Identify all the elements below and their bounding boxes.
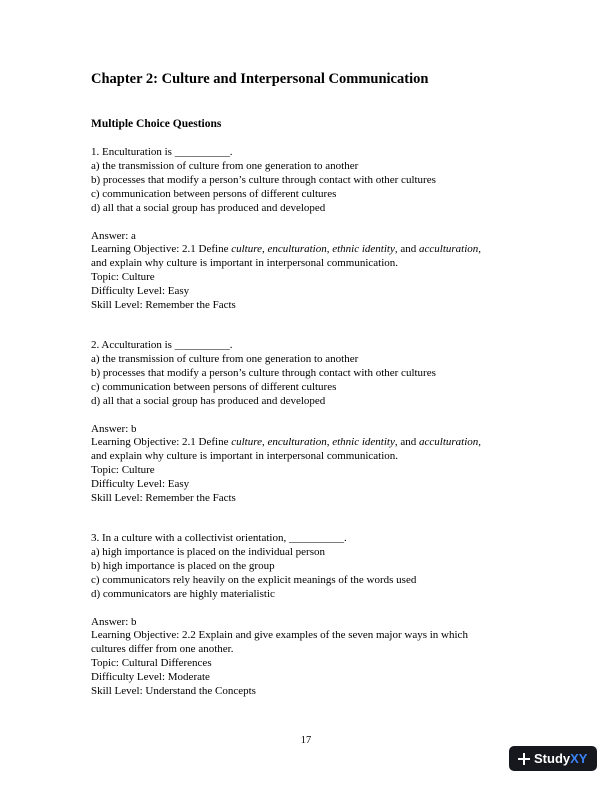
answer-option: c) communication between persons of different cultures xyxy=(91,187,337,200)
badge-brand: Study xyxy=(534,751,571,766)
question-stem: 1. Enculturation is __________. xyxy=(91,146,233,158)
learning-objective: Learning Objective: 2.2 Explain and give examples of the seven major ways in which xyxy=(91,629,468,642)
question-block xyxy=(91,339,531,506)
difficulty-level: Difficulty Level: Moderate xyxy=(91,671,210,684)
badge-brand-accent: XY xyxy=(570,751,588,766)
answer-option: b) high importance is placed on the group xyxy=(91,559,275,572)
question-block xyxy=(91,532,531,699)
question-block xyxy=(91,146,531,313)
learning-objective-continued: and explain why culture is important in interpersonal communication. xyxy=(91,257,399,270)
topic: Topic: Cultural Differences xyxy=(91,657,212,670)
question-stem: 2. Acculturation is __________. xyxy=(91,339,233,351)
difficulty-level: Difficulty Level: Easy xyxy=(91,478,190,491)
studyxy-badge[interactable] xyxy=(509,746,597,771)
answer-option: b) processes that modify a person’s culture through contact with other cultures xyxy=(91,173,436,186)
topic: Topic: Culture xyxy=(91,271,155,284)
answer-option: c) communicators rely heavily on the explicit meanings of the words used xyxy=(91,573,417,586)
answer-key: Answer: b xyxy=(91,422,137,435)
section-heading: Multiple Choice Questions xyxy=(91,118,222,130)
learning-objective: Learning Objective: 2.1 Define culture, enculturation, ethnic identity, and acculturation, xyxy=(91,243,482,256)
answer-option: d) all that a social group has produced and developed xyxy=(91,201,326,214)
plus-icon xyxy=(518,753,530,765)
answer-option: a) the transmission of culture from one generation to another xyxy=(91,159,359,172)
answer-option: b) processes that modify a person’s culture through contact with other cultures xyxy=(91,366,436,379)
chapter-title: Chapter 2: Culture and Interpersonal Communication xyxy=(91,71,429,87)
answer-option: a) the transmission of culture from one generation to another xyxy=(91,352,359,365)
answer-option: c) communication between persons of different cultures xyxy=(91,380,337,393)
answer-option: a) high importance is placed on the individual person xyxy=(91,545,325,558)
difficulty-level: Difficulty Level: Easy xyxy=(91,285,190,298)
skill-level: Skill Level: Remember the Facts xyxy=(91,299,236,312)
answer-key: Answer: a xyxy=(91,229,136,242)
question-stem: 3. In a culture with a collectivist orientation, __________. xyxy=(91,532,347,544)
answer-option: d) communicators are highly materialistic xyxy=(91,587,275,600)
topic: Topic: Culture xyxy=(91,464,155,477)
learning-objective: Learning Objective: 2.1 Define culture, enculturation, ethnic identity, and acculturation, xyxy=(91,436,482,449)
learning-objective-continued: cultures differ from one another. xyxy=(91,643,234,656)
skill-level: Skill Level: Understand the Concepts xyxy=(91,685,256,698)
learning-objective-continued: and explain why culture is important in interpersonal communication. xyxy=(91,450,399,463)
page-number: 17 xyxy=(300,735,312,746)
answer-option: d) all that a social group has produced and developed xyxy=(91,394,326,407)
answer-key: Answer: b xyxy=(91,615,137,628)
skill-level: Skill Level: Remember the Facts xyxy=(91,492,236,505)
